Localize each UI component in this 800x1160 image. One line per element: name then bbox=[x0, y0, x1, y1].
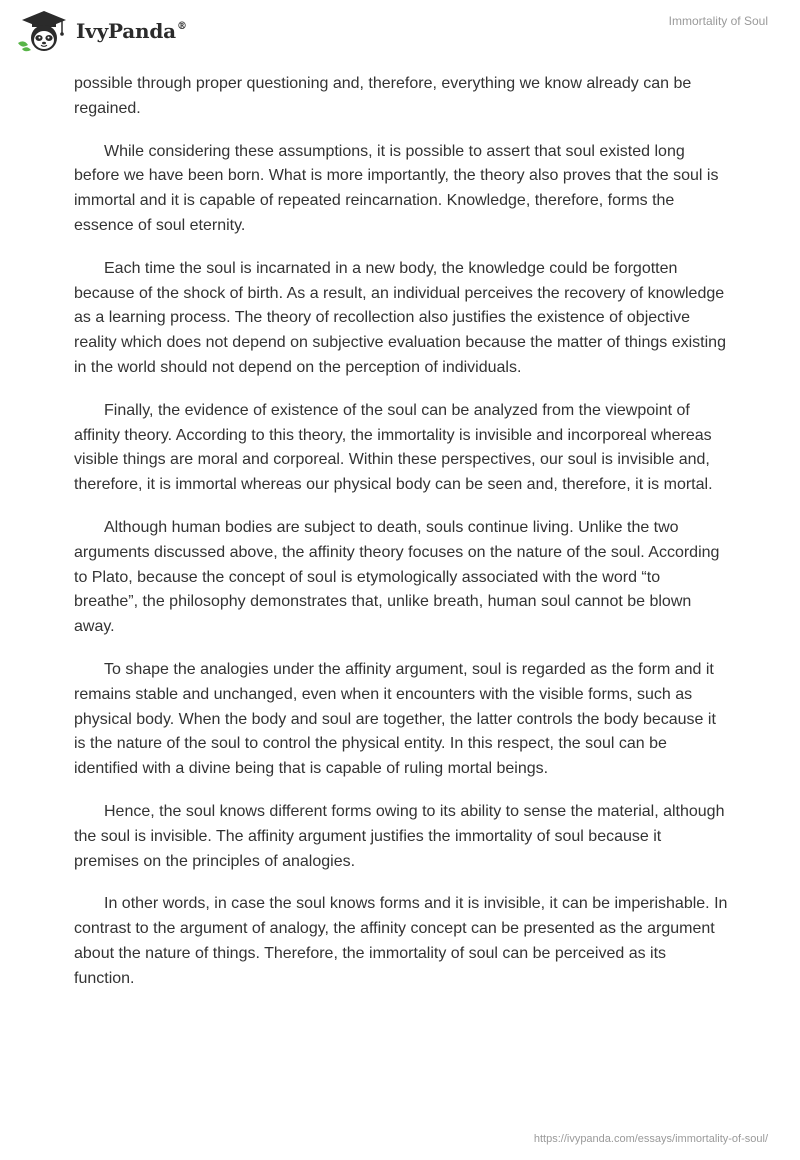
paragraph-continued: possible through proper questioning and, therefore, everything we know already can be regained. bbox=[74, 75, 692, 117]
source-url-link[interactable]: https://ivypanda.com/essays/immortality-of-soul/ bbox=[533, 1133, 768, 1145]
panda-graduate-icon bbox=[14, 9, 72, 53]
paragraph: While considering these assumptions, it is possible to assert that soul existed long before we have been born. What is more importantly, the theory also proves that the soul is immortal and it is capable of repeated reincarnation. Knowledge, therefore, forms the essence of soul eternity. bbox=[74, 142, 719, 234]
ivypanda-logo[interactable] bbox=[14, 9, 187, 53]
document-title: Immortality of Soul bbox=[668, 14, 768, 28]
page-header bbox=[0, 0, 800, 70]
paragraph: To shape the analogies under the affinity argument, soul is regarded as the form and it remains stable and unchanged, even when it encounters with the visible forms, such as physical body. When the body and soul are together, the latter controls the body because it is the nature of the soul to control the physical entity. In this respect, the soul can be identified with a divine being that is capable of ruling mortal beings. bbox=[74, 660, 716, 778]
paragraph: Although human bodies are subject to death, souls continue living. Unlike the two arguments discussed above, the affinity theory focuses on the nature of the soul. According to Plato, because the concept of soul is etymologically associated with the word “to breathe”, the philosophy demonstrates that, unlike breath, human soul cannot be blown away. bbox=[74, 518, 720, 636]
brand-name: IvyPanda® bbox=[76, 19, 187, 43]
paragraph: Finally, the evidence of existence of the soul can be analyzed from the viewpoint of affinity theory. According to this theory, the immortality is invisible and incorporeal whereas visible things are moral and corporeal. Within these perspectives, our soul is invisible and, therefore, it is immortal whereas our physical body can be seen and, therefore, it is mortal. bbox=[74, 401, 713, 494]
paragraph: Hence, the soul knows different forms owing to its ability to sense the material, although the soul is invisible. The affinity argument justifies the immortality of soul because it premises on the principles of analogies. bbox=[74, 802, 725, 870]
essay-body bbox=[74, 72, 728, 1010]
paragraph: In other words, in case the soul knows forms and it is invisible, it can be imperishable. In contrast to the argument of analogy, the affinity concept can be presented as the argument about the nature of things. Therefore, the immortality of soul can be perceived as its function. bbox=[74, 895, 728, 987]
paragraph: Each time the soul is incarnated in a new body, the knowledge could be forgotten because of the shock of birth. As a result, an individual perceives the recovery of knowledge as a learning process. The theory of recollection also justifies the existence of objective reality which does not depend on subjective evaluation because the matter of things existing in the world should not depend on the perception of individuals. bbox=[74, 259, 726, 376]
